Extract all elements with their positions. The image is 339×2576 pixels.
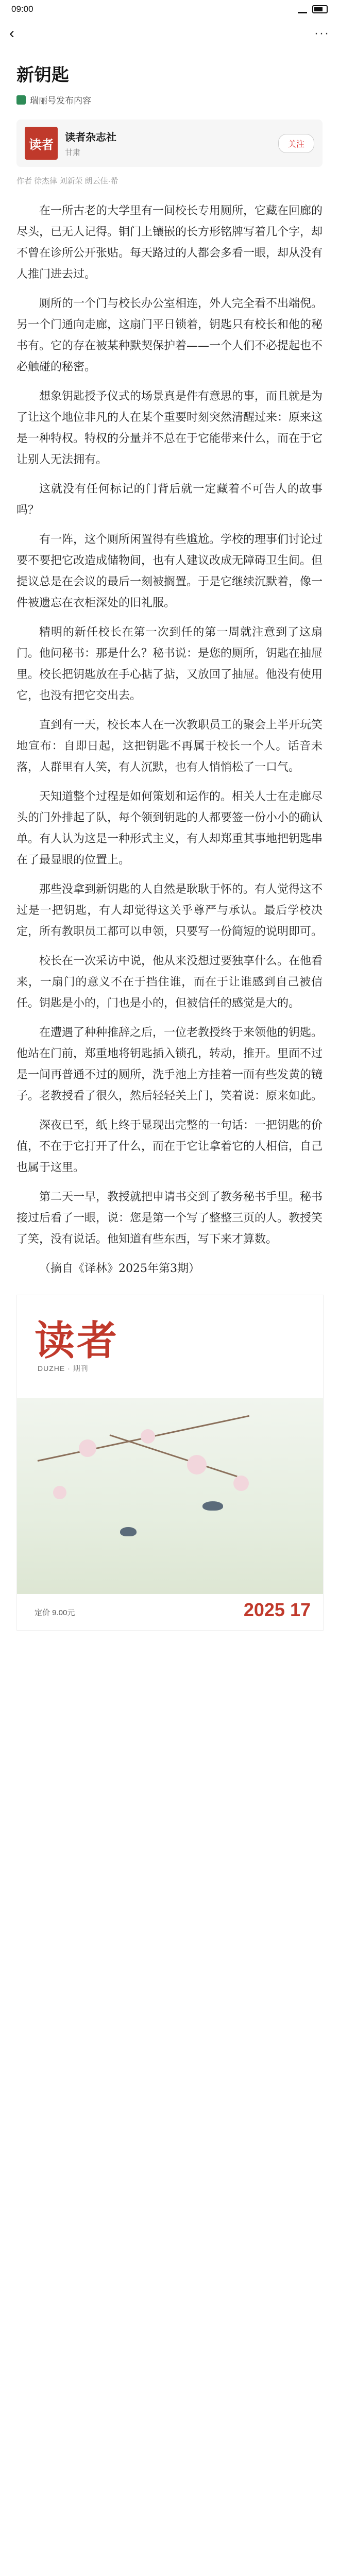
account-name: 读者杂志社 [65, 132, 116, 143]
bird-shape [202, 1501, 223, 1511]
article-paragraph: 精明的新任校长在第一次到任的第一周就注意到了这扇门。他问秘书：那是什么？秘书说：是您的厕所，钥匙在抽屉里。校长把钥匙放在手心掂了掂，又放回了抽屉。他没有使用它，也没有把它交出去。 [16, 626, 323, 702]
signal-icon [298, 6, 307, 13]
article-title: 新钥匙 [16, 65, 69, 86]
publisher-badge-text: 瑞丽号发布内容 [30, 96, 91, 106]
article [0, 48, 339, 1631]
article-source: （摘自《译林》2025年第3期） [39, 1262, 200, 1275]
article-paragraph: 厕所的一个门与校长办公室相连，外人完全看不出端倪。另一个门通向走廊，这扇门平日锁着，钥匙只有校长和他的秘书有。它的存在被某种默契保护着——一个人们不必提起也不必触碰的秘密。 [16, 297, 323, 374]
magazine-issue: 2025 17 [243, 1599, 311, 1620]
follow-button[interactable]: 关注 [278, 134, 314, 153]
magazine-subtitle: DUZHE · 期刊 [38, 1364, 89, 1372]
article-paragraph: 深夜已至，纸上终于显现出完整的一句话：一把钥匙的价值，不在于它打开了什么，而在于它让拿着它的人相信，自己也属于这里。 [16, 1119, 323, 1174]
bird-shape [120, 1527, 137, 1536]
article-paragraph: 天知道整个过程是如何策划和运作的。相关人士在走廊尽头的门外排起了队，每个领到钥匙的人都要签一份小小的确认单。有人认为这是一种形式主义，有人却郑重其事地把钥匙串在了最显眼的位置上。 [16, 790, 323, 867]
battery-icon [312, 5, 328, 13]
status-bar [0, 0, 339, 19]
publisher-badge-icon [16, 95, 26, 105]
article-paragraph: 第二天一早，教授就把申请书交到了教务秘书手里。秘书接过后看了一眼，说：您是第一个写了整整三页的人。教授笑了笑，没有说话。他知道有些东西，写下来才算数。 [16, 1191, 323, 1246]
status-icons [298, 5, 328, 13]
more-icon[interactable]: ··· [314, 26, 330, 40]
blossom-shape [233, 1476, 249, 1491]
blossom-shape [187, 1455, 207, 1475]
account-card[interactable] [16, 120, 323, 167]
magazine-price: 定价 9.00元 [35, 1608, 75, 1617]
article-paragraph: 校长在一次采访中说，他从来没想过要独享什么。在他看来，一扇门的意义不在于挡住谁，而在于让谁感到自己被信任。钥匙是小的，门也是小的，但被信任的感觉是大的。 [16, 955, 323, 1010]
article-paragraph: 直到有一天，校长本人在一次教职员工的聚会上半开玩笑地宣布：自即日起，这把钥匙不再属于校长一个人。话音未落，人群里有人笑，有人沉默，也有人悄悄松了一口气。 [16, 719, 323, 774]
back-arrow-icon[interactable]: ‹ [9, 25, 14, 42]
magazine-artwork [17, 1398, 323, 1594]
publisher-badge [16, 93, 323, 106]
magazine-logo: 读者 [35, 1317, 120, 1364]
article-paragraph: 有一阵，这个厕所闲置得有些尴尬。学校的理事们讨论过要不要把它改造成储物间，也有人建议改成无障碍卫生间。但提议总是在会议的最后一刻被搁置。于是它继续沉默着，像一件被遗忘在衣柜深处的旧礼服。 [16, 533, 323, 609]
account-logo: 读者 [25, 127, 58, 160]
article-paragraph: 在一所古老的大学里有一间校长专用厕所，它藏在回廊的尽头，已无人记得。铜门上镶嵌的长方形铭牌写着几个字，却不曾在诊所公开张贴。每天路过的人都会多看一眼，却从没有人推门进去过。 [16, 205, 323, 281]
article-paragraph: 那些没拿到新钥匙的人自然是耿耿于怀的。有人觉得这不过是一把钥匙，有人却觉得这关乎尊严与承认。最后学校决定，所有教职员工都可以申领，只要写一份简短的说明即可。 [16, 883, 323, 938]
article-paragraph: 这就没有任何标记的门背后就一定藏着不可告人的故事吗？ [16, 483, 323, 517]
nav-bar [0, 19, 339, 48]
article-body [16, 200, 323, 1250]
article-paragraph: 想象钥匙授予仪式的场景真是件有意思的事，而且就是为了让这个地位非凡的人在某个重要时刻突然清醒过来：原来这是一种特权。特权的分量并不总在于它能带来什么，而在于它让别人无法拥有。 [16, 390, 323, 466]
article-meta: 作者 徐杰律 刘新荣 朗云佳·希 [16, 177, 118, 185]
blossom-shape [53, 1486, 66, 1499]
blossom-shape [141, 1429, 155, 1444]
article-paragraph: 在遭遇了种种推辞之后，一位老教授终于来领他的钥匙。他站在门前，郑重地将钥匙插入锁孔，转动，推开。里面不过是一间再普通不过的厕所，洗手池上方挂着一面有些发黄的镜子。老教授看了很久，然后轻轻关上门，笑着说：原来如此。 [16, 1026, 323, 1103]
branch-shape [110, 1434, 238, 1477]
blossom-shape [79, 1439, 96, 1457]
account-info [65, 129, 271, 158]
status-time: 09:00 [11, 4, 33, 14]
magazine-cover-image [16, 1295, 324, 1631]
account-location: 甘肃 [65, 148, 81, 157]
